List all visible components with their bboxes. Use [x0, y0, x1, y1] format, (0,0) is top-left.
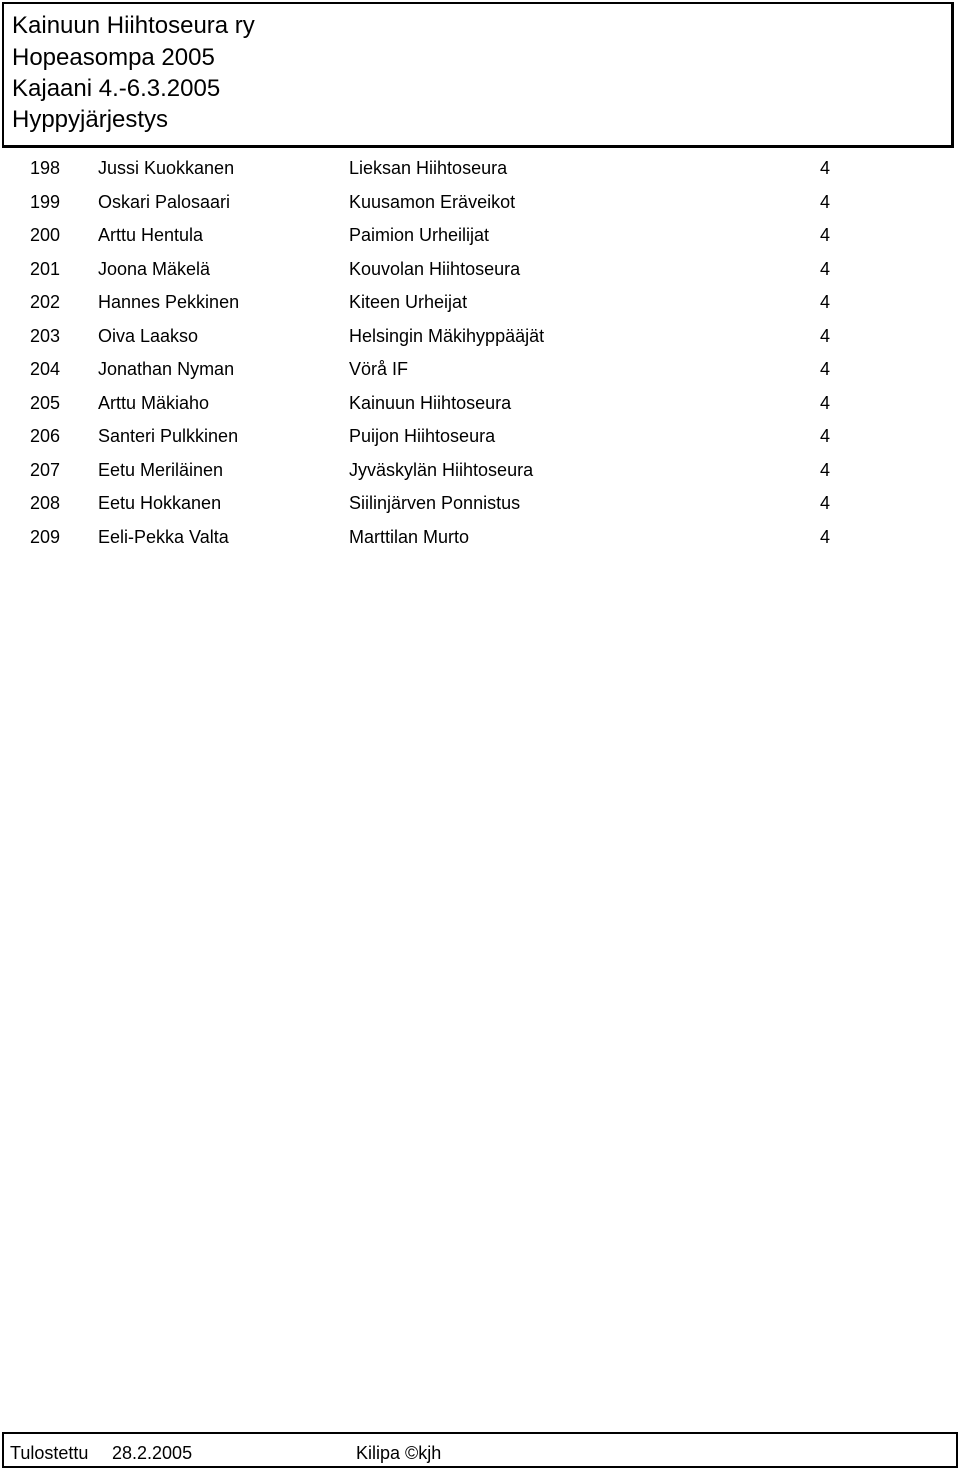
- club-name: Kouvolan Hiihtoseura: [349, 258, 521, 279]
- list-row: [0, 219, 960, 253]
- start-number: 203: [30, 325, 61, 346]
- club-name: Jyväskylän Hiihtoseura: [349, 459, 534, 480]
- club-name: Paimion Urheilijat: [349, 225, 490, 245]
- athlete-name: Arttu Mäkiaho: [98, 392, 210, 413]
- row-value: 4: [820, 225, 831, 245]
- list-row: [0, 387, 960, 421]
- row-value: 4: [820, 392, 831, 413]
- report-footer: [2, 1432, 958, 1468]
- row-value: 4: [820, 526, 831, 547]
- report-header: [2, 2, 954, 148]
- club-name: Siilinjärven Ponnistus: [349, 493, 521, 513]
- athlete-name: Oiva Laakso: [98, 325, 199, 346]
- club-name: Kainuun Hiihtoseura: [349, 392, 512, 413]
- start-number: 206: [30, 426, 61, 446]
- printed-date: 28.2.2005: [112, 1443, 193, 1463]
- athlete-name: Oskari Palosaari: [98, 191, 231, 212]
- start-number: 200: [30, 225, 61, 245]
- row-value: 4: [820, 459, 831, 480]
- organizer-title: Kainuun Hiihtoseura ry: [12, 12, 255, 39]
- list-row: [0, 487, 960, 521]
- club-name: Helsingin Mäkihyppääjät: [349, 325, 545, 346]
- athlete-name: Eetu Meriläinen: [98, 459, 224, 480]
- athlete-name: Eeli-Pekka Valta: [98, 526, 229, 547]
- list-row: [0, 353, 960, 387]
- row-value: 4: [820, 191, 831, 212]
- event-place-date: Kajaani 4.-6.3.2005: [12, 75, 221, 102]
- athlete-name: Hannes Pekkinen: [98, 292, 240, 312]
- athlete-name: Arttu Hentula: [98, 225, 204, 245]
- software-credit: Kilipa ©kjh: [356, 1443, 442, 1463]
- start-number: 208: [30, 493, 61, 513]
- athlete-name: Jussi Kuokkanen: [98, 158, 235, 178]
- row-value: 4: [820, 493, 831, 513]
- athlete-name: Eetu Hokkanen: [98, 493, 222, 513]
- list-row: [0, 521, 960, 555]
- club-name: Vörå IF: [349, 359, 409, 379]
- event-title: Hopeasompa 2005: [12, 44, 215, 71]
- jump-order-list: [0, 152, 960, 554]
- list-row: [0, 186, 960, 220]
- printed-label: Tulostettu: [10, 1443, 89, 1463]
- athlete-name: Jonathan Nyman: [98, 359, 235, 379]
- athlete-name: Santeri Pulkkinen: [98, 426, 239, 446]
- row-value: 4: [820, 292, 831, 312]
- club-name: Marttilan Murto: [349, 526, 470, 547]
- list-title: Hyppyjärjestys: [12, 106, 169, 133]
- club-name: Lieksan Hiihtoseura: [349, 158, 508, 178]
- row-value: 4: [820, 158, 831, 178]
- row-value: 4: [820, 258, 831, 279]
- row-value: 4: [820, 325, 831, 346]
- start-number: 205: [30, 392, 61, 413]
- start-number: 201: [30, 258, 61, 279]
- list-row: [0, 320, 960, 354]
- athlete-name: Joona Mäkelä: [98, 258, 211, 279]
- start-number: 209: [30, 526, 61, 547]
- list-row: [0, 152, 960, 186]
- list-row: [0, 253, 960, 287]
- start-number: 199: [30, 191, 61, 212]
- club-name: Kiteen Urheijat: [349, 292, 468, 312]
- club-name: Kuusamon Eräveikot: [349, 191, 516, 212]
- club-name: Puijon Hiihtoseura: [349, 426, 496, 446]
- list-row: [0, 420, 960, 454]
- start-number: 202: [30, 292, 61, 312]
- start-number: 198: [30, 158, 61, 178]
- row-value: 4: [820, 359, 831, 379]
- row-value: 4: [820, 426, 831, 446]
- list-row: [0, 286, 960, 320]
- start-number: 204: [30, 359, 61, 379]
- start-number: 207: [30, 459, 61, 480]
- list-row: [0, 454, 960, 488]
